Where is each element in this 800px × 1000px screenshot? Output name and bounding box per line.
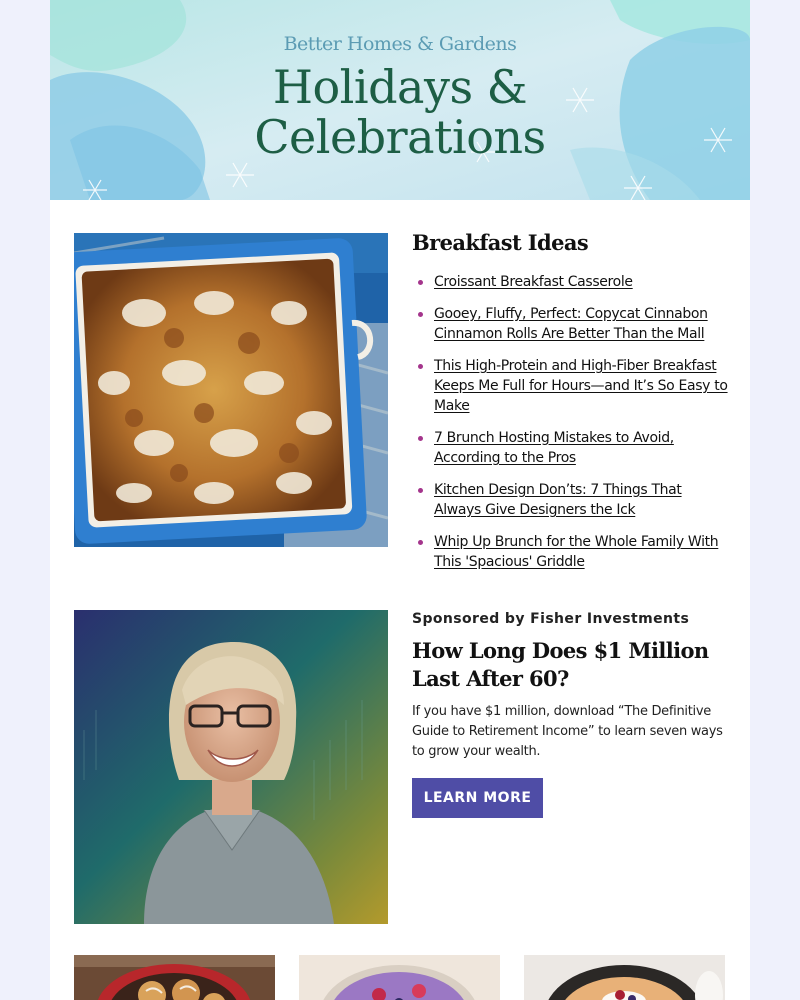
breakfast-heading: Breakfast Ideas bbox=[412, 230, 589, 255]
sponsored-label: Sponsored by Fisher Investments bbox=[412, 611, 690, 627]
breakfast-link[interactable]: This High-Protein and High-Fiber Breakfast Keeps Me Full for Hours—and It’s So Easy to Make bbox=[434, 358, 728, 414]
banner-title-line-2: Celebrations bbox=[254, 110, 546, 164]
list-item bbox=[412, 304, 732, 344]
learn-more-button[interactable]: LEARN MORE bbox=[412, 778, 543, 818]
bullet-dot-icon bbox=[418, 364, 423, 369]
list-item bbox=[412, 428, 732, 468]
list-item bbox=[412, 272, 732, 292]
breakfast-casserole-photo[interactable] bbox=[74, 233, 388, 547]
list-item bbox=[412, 356, 732, 416]
sponsored-title[interactable]: How Long Does $1 Million Last After 60? bbox=[412, 638, 709, 691]
breakfast-link-list bbox=[412, 272, 732, 584]
bullet-dot-icon bbox=[418, 436, 423, 441]
list-item bbox=[412, 480, 732, 520]
sponsored-woman-photo[interactable] bbox=[74, 610, 388, 924]
bullet-dot-icon bbox=[418, 312, 423, 317]
breakfast-link[interactable]: Whip Up Brunch for the Whole Family With This 'Spacious' Griddle bbox=[434, 534, 719, 570]
brand-logo[interactable]: Better Homes & Gardens bbox=[283, 33, 517, 55]
header-banner bbox=[50, 0, 750, 200]
bullet-dot-icon bbox=[418, 488, 423, 493]
breakfast-link[interactable]: Croissant Breakfast Casserole bbox=[434, 274, 633, 290]
banner-title-line-1: Holidays & bbox=[272, 60, 528, 114]
breakfast-link[interactable]: 7 Brunch Hosting Mistakes to Avoid, According to the Pros bbox=[434, 430, 674, 466]
smoothie-bowl-thumbnail[interactable] bbox=[299, 955, 500, 1000]
bullet-dot-icon bbox=[418, 280, 423, 285]
email-container bbox=[50, 0, 750, 1000]
bullet-dot-icon bbox=[418, 540, 423, 545]
breakfast-link[interactable]: Kitchen Design Don’ts: 7 Things That Always Give Designers the Ick bbox=[434, 482, 682, 518]
dutch-baby-thumbnail[interactable] bbox=[524, 955, 725, 1000]
cinnamon-rolls-thumbnail[interactable] bbox=[74, 955, 275, 1000]
list-item bbox=[412, 532, 732, 572]
breakfast-link[interactable]: Gooey, Fluffy, Perfect: Copycat Cinnabon Cinnamon Rolls Are Better Than the Mall bbox=[434, 306, 708, 342]
sponsored-body: If you have $1 million, download “The Definitive Guide to Retirement Income” to learn seven ways to grow your wealth. bbox=[412, 704, 723, 759]
banner-title bbox=[50, 62, 750, 162]
